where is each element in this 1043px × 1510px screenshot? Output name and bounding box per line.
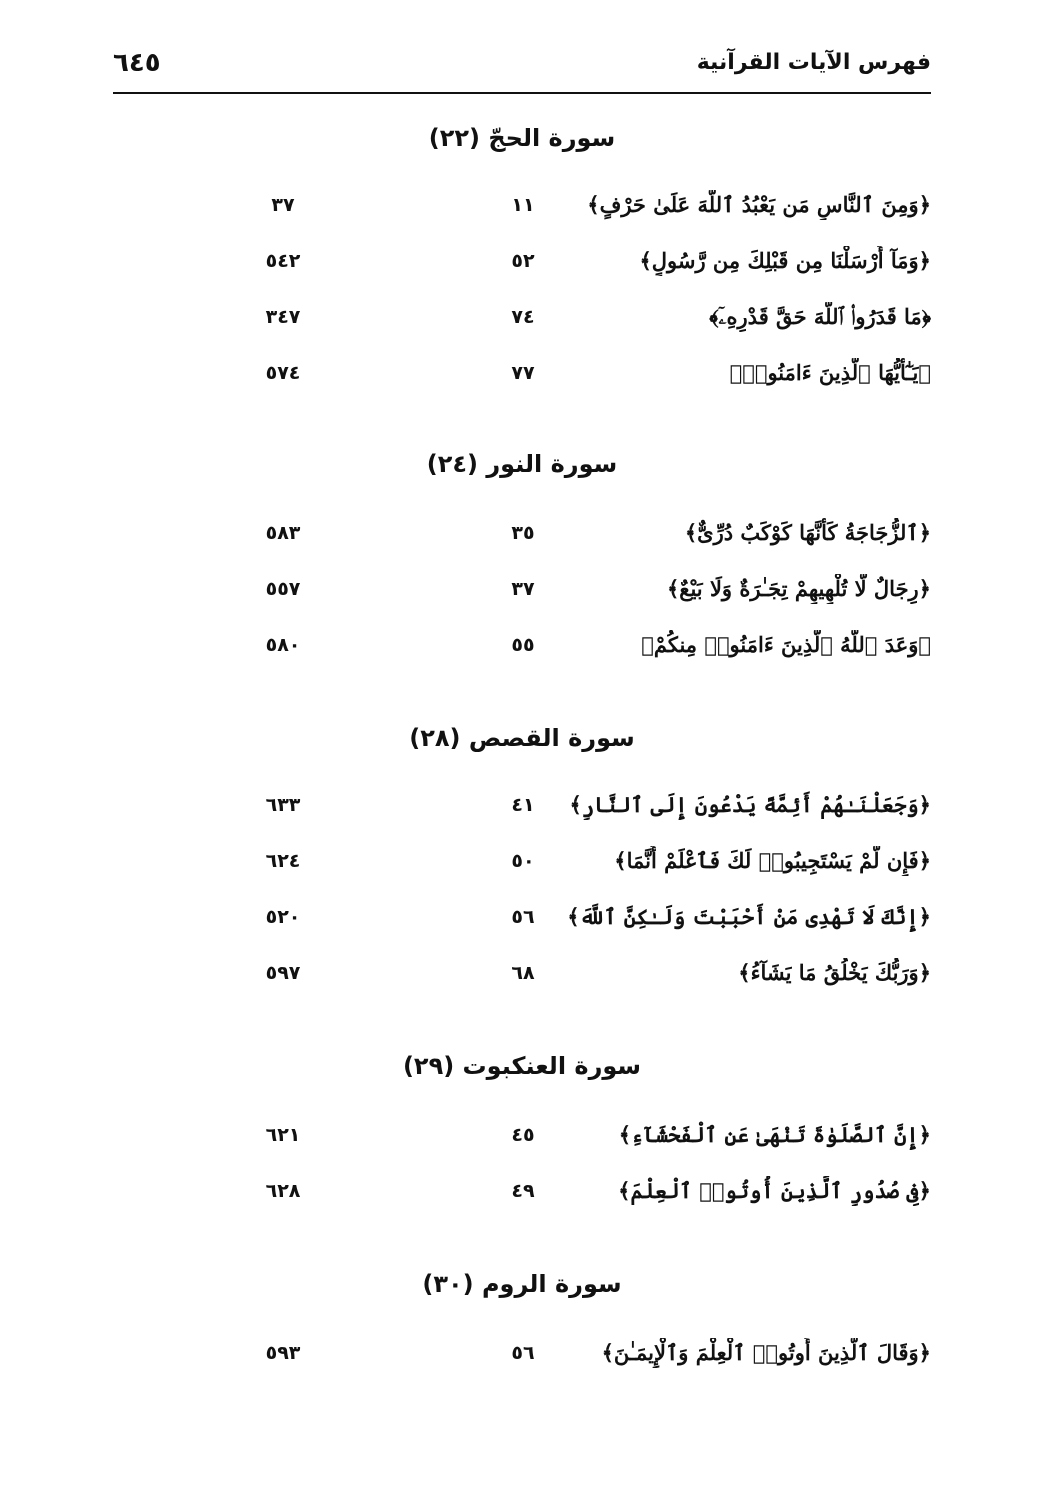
page-reference: ٦٢٨ bbox=[265, 1180, 301, 1202]
running-title: فهرس الآيات القرآنية bbox=[696, 50, 931, 75]
verse-row bbox=[113, 518, 931, 574]
verse-text: ﴿يَـٰٓأَيُّهَا ٱلَّذِينَ ءَامَنُوا۟﴾ bbox=[729, 360, 931, 385]
page-reference: ٥٤٢ bbox=[265, 250, 301, 272]
verse-text: ﴿وَجَعَلْنَـٰهُمْ أَئِمَّةً يَدْعُونَ إِلَى ٱلنَّارِ﴾ bbox=[569, 792, 931, 817]
verse-row bbox=[113, 1120, 931, 1176]
verse-text: ﴿وَمَآ أَرْسَلْنَا مِن قَبْلِكَ مِن رَّسُولٍ﴾ bbox=[639, 248, 931, 273]
verse-list bbox=[113, 190, 931, 414]
surah-title: سورة القصص (٢٨) bbox=[409, 724, 635, 752]
verse-row bbox=[113, 630, 931, 686]
verse-list bbox=[113, 518, 931, 686]
verse-text: ﴿وَرَبُّكَ يَخْلُقُ مَا يَشَآءُ﴾ bbox=[738, 960, 931, 985]
verse-text: ﴿رِجَالٌ لَّا تُلْهِيهِمْ تِجَـٰرَةٌ وَلَا بَيْعٌ﴾ bbox=[666, 576, 931, 601]
ayah-number: ٥٥ bbox=[511, 634, 535, 656]
verse-list bbox=[113, 1120, 931, 1232]
verse-text: ﴿إِنَّكَ لَا تَهْدِى مَنْ أَحْبَبْتَ وَلَـٰكِنَّ ٱللَّهَ﴾ bbox=[567, 904, 931, 929]
page-reference: ٥٨٠ bbox=[265, 634, 301, 656]
surah-section bbox=[113, 1264, 931, 1394]
ayah-number: ٥٢ bbox=[511, 250, 535, 272]
verse-list bbox=[113, 1338, 931, 1394]
verse-row bbox=[113, 1176, 931, 1232]
surah-title: سورة الحجّ (٢٢) bbox=[428, 124, 616, 152]
ayah-number: ٤٩ bbox=[511, 1180, 535, 1202]
surah-section bbox=[113, 1046, 931, 1232]
page-reference: ٥٨٣ bbox=[265, 522, 301, 544]
ayah-number: ٧٧ bbox=[511, 362, 535, 384]
verse-text: ﴿وَعَدَ ٱللَّهُ ٱلَّذِينَ ءَامَنُوا۟ مِنكُمْ﴾ bbox=[641, 632, 931, 657]
page-number: ٦٤٥ bbox=[113, 48, 161, 78]
page-header bbox=[113, 48, 931, 94]
verse-text: ﴿إِنَّ ٱلصَّلَوٰةَ تَنْهَىٰ عَنِ ٱلْفَحْشَآءِ﴾ bbox=[618, 1122, 931, 1147]
verse-row bbox=[113, 190, 931, 246]
verse-row bbox=[113, 790, 931, 846]
verse-row bbox=[113, 246, 931, 302]
page-reference: ٣٤٧ bbox=[265, 306, 301, 328]
ayah-number: ١١ bbox=[511, 194, 535, 216]
ayah-number: ٣٧ bbox=[511, 578, 535, 600]
verse-text: ﴿مَا قَدَرُوا۟ ٱللَّهَ حَقَّ قَدْرِهِۦٓ﴾ bbox=[709, 304, 931, 329]
verse-text: ﴿وَقَالَ ٱلَّذِينَ أُوتُوا۟ ٱلْعِلْمَ وَٱلْإِيمَـٰنَ﴾ bbox=[601, 1340, 931, 1365]
surah-title: سورة العنكبوت (٢٩) bbox=[402, 1052, 642, 1080]
surah-section bbox=[113, 118, 931, 414]
page-reference: ٥٩٧ bbox=[265, 962, 301, 984]
verse-row bbox=[113, 358, 931, 414]
verse-text: ﴿وَمِنَ ٱلنَّاسِ مَن يَعْبُدُ ٱللَّهَ عَلَىٰ حَرْفٍ﴾ bbox=[587, 192, 931, 217]
page-reference: ٥٧٤ bbox=[265, 362, 301, 384]
page-reference: ٦٢٤ bbox=[265, 850, 301, 872]
page-reference: ٦٣٣ bbox=[265, 794, 301, 816]
verse-text: ﴿ٱلزُّجَاجَةُ كَأَنَّهَا كَوْكَبٌ دُرِّىٌّ﴾ bbox=[684, 520, 931, 545]
ayah-number: ٥٦ bbox=[511, 1342, 535, 1364]
verse-row bbox=[113, 302, 931, 358]
ayah-number: ٣٥ bbox=[511, 522, 535, 544]
verse-row bbox=[113, 902, 931, 958]
ayah-number: ٧٤ bbox=[511, 306, 535, 328]
surah-section bbox=[113, 444, 931, 686]
ayah-number: ٥٠ bbox=[511, 850, 535, 872]
verse-row bbox=[113, 846, 931, 902]
ayah-number: ٤١ bbox=[511, 794, 535, 816]
ayah-number: ٦٨ bbox=[511, 962, 535, 984]
page-reference: ٥٥٧ bbox=[265, 578, 301, 600]
verse-text: ﴿فَإِن لَّمْ يَسْتَجِيبُوا۟ لَكَ فَٱعْلَمْ أَنَّمَا﴾ bbox=[614, 848, 931, 873]
verse-row bbox=[113, 574, 931, 630]
page-reference: ٦٢١ bbox=[265, 1124, 301, 1146]
page-reference: ٥٢٠ bbox=[265, 906, 301, 928]
surah-section bbox=[113, 718, 931, 1014]
surah-title: سورة النور (٢٤) bbox=[426, 450, 618, 478]
verse-list bbox=[113, 790, 931, 1014]
verse-text: ﴿فِى صُدُورِ ٱلَّذِينَ أُوتُوا۟ ٱلْعِلْمَ﴾ bbox=[618, 1178, 931, 1203]
surah-title: سورة الروم (٣٠) bbox=[422, 1270, 622, 1298]
verse-row bbox=[113, 1338, 931, 1394]
ayah-number: ٥٦ bbox=[511, 906, 535, 928]
page-reference: ٣٧ bbox=[271, 194, 295, 216]
page-reference: ٥٩٣ bbox=[265, 1342, 301, 1364]
verse-row bbox=[113, 958, 931, 1014]
ayah-number: ٤٥ bbox=[511, 1124, 535, 1146]
